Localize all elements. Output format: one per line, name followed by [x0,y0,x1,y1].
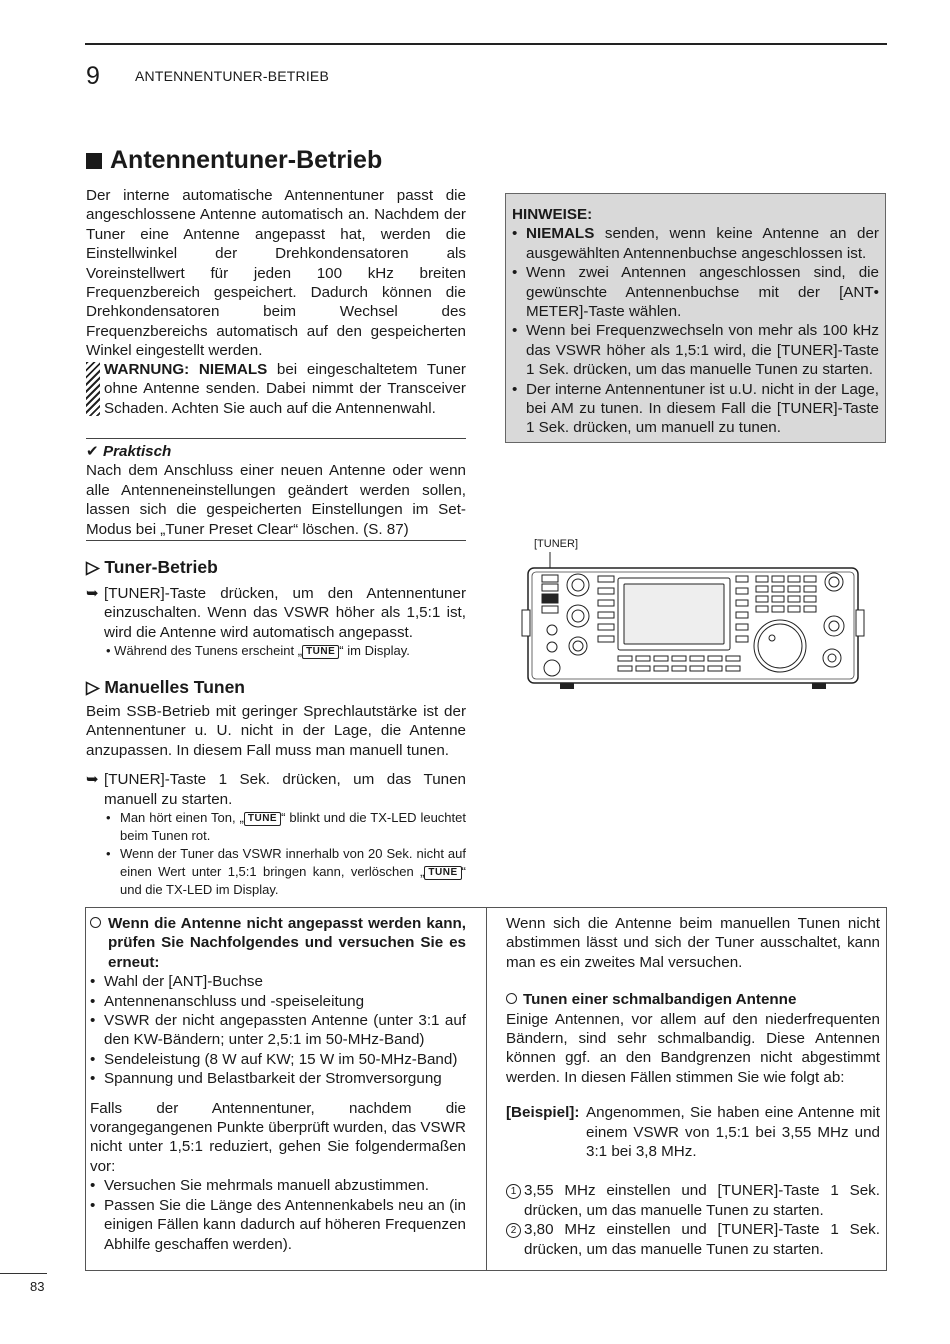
diamond-icon: ▷ [86,677,105,697]
chapter-title: ANTENNENTUNER-BETRIEB [135,68,329,84]
check-icon: ✔ [86,443,103,460]
header-rule [85,43,887,45]
ring-bullet-icon [506,993,517,1004]
manuelles-tunen-title: Manuelles Tunen [104,677,245,697]
page-number-rule [0,1273,47,1274]
praktisch-rule-top [86,438,466,439]
manuelles-tunen-section [86,677,466,899]
example-text: Angenommen, Sie haben eine Antenne mit einem VSWR von 1,5:1 bei 3,55 MHz und 3:1 bei 3,8 MHz. [586,1104,880,1161]
step-number-icon: 1 [506,1184,521,1199]
hinweise-box [505,193,886,443]
action-item: • Versuchen Sie mehrmals manuell abzustimmen. [90,1177,429,1195]
warning-label: WARNUNG: NIEMALS [104,361,268,378]
hinweise-title: HINWEISE: [512,206,593,223]
warning-stripes-icon [86,362,100,416]
warning-text: bei eingeschaltetem Tuner ohne Antenne senden. Dabei nimmt der Transceiver Schaden. Achten Sie auch auf die Antennenwahl. [104,361,466,417]
figure-label: [TUNER] [534,538,578,550]
step-item: 2 3,80 MHz einstellen und [TUNER]-Taste 1 Sek. drücken, um das manuelle Tunen zu starten. [506,1220,880,1259]
transceiver-illustration [520,550,865,695]
check-item: • VSWR der nicht angepassten Antenne (unter 3:1 auf den KW-Bändern; unter 2,5:1 im 50-MHz-Band) [90,1012,466,1049]
box-right-paragraph-1: Wenn sich die Antenne beim manuellen Tunen nicht abstimmen lässt und sich der Tuner ausschaltet, kann man es ein zweites Mal versuchen. [506,915,880,971]
step-number-icon: 2 [506,1223,521,1238]
bottom-box-divider [486,907,487,1271]
tuner-betrieb-step: ➥ [TUNER]-Taste drücken, um den Antennentuner einzuschalten. Wenn das VSWR höher als 1,5:1 ist, wird die Antenne wird automatisch angepasst. [86,585,466,641]
praktisch-title: Praktisch [102,443,172,460]
box-right-column [506,914,880,1259]
intro-paragraph: Der interne automatische Antennentuner passt die angeschlossene Antenne automatisch an. Nachdem der Tuner eine Antenne angepasst hat, werden die Einstellwinkel der Drehkondensatoren als Voreinstellwert für jeden 100 kHz breiten Frequenzbereich gespeichert. Dadurch können die Drehkondensatoren beim Wechsel des Frequenzbereichs automatisch auf den gespeicherten Winkel eingestellt werden. [86,187,466,360]
praktisch-rule-bottom [86,540,466,541]
praktisch-block [86,442,466,539]
hinweise-item: • Wenn zwei Antennen angeschlossen sind, die gewünschte Antennenbuchse mit der [ANT• METER]-Taste wählen. [512,264,879,321]
tune-indicator-icon: TUNE [302,645,339,659]
check-item: • Spannung und Belastbarkeit der Stromversorgung [90,1070,442,1088]
manuelles-tunen-note-2: • Wenn der Tuner das VSWR innerhalb von 20 Sek. nicht auf einen Wert unter 1,5:1 bringen kann, verlöschen „ TUNE “ und die TX-LED im Display. [106,846,466,898]
warning-block [86,360,466,418]
section-title: Antennentuner-Betrieb [86,146,382,175]
step-item: 1 3,55 MHz einstellen und [TUNER]-Taste 1 Sek. drücken, um das manuelle Tunen zu starten. [506,1181,880,1220]
example-label: [Beispiel]: [506,1104,580,1122]
arrow-right-icon: ➥ [86,771,99,789]
action-item: • Passen Sie die Länge des Antennenkabels neu an (in einigen Fällen kann dadurch auf höheren Frequenzen Abhilfe geschaffen werden). [90,1196,466,1253]
tuner-betrieb-note: • Während des Tunens erscheint „ TUNE “ im Display. [106,643,410,659]
check-item: • Antennenanschluss und -speiseleitung [90,992,365,1010]
tune-indicator-icon: TUNE [244,812,281,826]
box-right-heading: Tunen einer schmalbandigen Antenne [523,991,797,1009]
check-item: • Sendeleistung (8 W auf KW; 15 W im 50-MHz-Band) [90,1050,458,1068]
tuner-betrieb-title: Tuner-Betrieb [104,557,218,577]
page-number: 83 [30,1279,45,1294]
box-left-paragraph: Falls der Antennentuner, nachdem die vorangegangenen Punkte überprüft wurden, das VSWR nicht unter 1,5:1 reduziert, gehen Sie folgendermaßen vor: [90,1099,466,1175]
manuelles-tunen-note-1: • Man hört einen Ton, „ TUNE “ blinkt und die TX-LED leuchtet beim Tunen rot. [106,810,466,844]
diamond-icon: ▷ [86,557,105,577]
manuelles-tunen-intro: Beim SSB-Betrieb mit geringer Sprechlautstärke ist der Antennentuner u. U. nicht in der Lage, die Antenne anzupassen. In diesem Fall muss man manuell tunen. [86,703,466,759]
box-left-column [90,914,466,1254]
chapter-number: 9 [86,62,100,90]
box-left-heading: Wenn die Antenne nicht angepasst werden kann, prüfen Sie Nachfolgendes und versuchen Sie es erneut: [108,915,466,971]
box-right-paragraph-2: Einige Antennen, vor allem auf den niederfrequenten Bändern, sind sehr schmalbandig. Diese Antennen können ggf. an den Bandgrenzen nicht abgestimmt werden. In diesen Fällen stimmen Sie wie folgt ab: [506,1010,880,1086]
manuelles-tunen-step: ➥ [TUNER]-Taste 1 Sek. drücken, um das Tunen manuell zu starten. [86,771,466,808]
ring-bullet-icon [90,917,101,928]
praktisch-text: Nach dem Anschluss einer neuen Antenne oder wenn alle Antenneneinstellungen geändert werden sollen, lassen sich die gespeicherten Einstellungen im Set-Modus bei „Tuner Preset Clear“ löschen. (S. 87) [86,462,466,538]
tune-indicator-icon: TUNE [424,866,461,880]
tuner-betrieb-section [86,557,466,660]
check-item: • Wahl der [ANT]-Buchse [90,973,263,991]
hinweise-item: • NIEMALS senden, wenn keine Antenne an der ausgewählten Antennenbuchse angeschlossen ist. [512,225,879,262]
square-bullet-icon [86,153,102,169]
example-block [506,1103,880,1161]
hinweise-item: • Wenn bei Frequenzwechseln von mehr als 100 kHz das VSWR höher als 1,5:1 wird, die [TUNER]-Taste 1 Sek. drücken, um das manuelle Tunen zu starten. [512,322,879,379]
hinweise-item: • Der interne Antennentuner ist u.U. nicht in der Lage, bei AM zu tunen. In diesem Fall die [TUNER]-Taste 1 Sek. drücken, um manuell zu tunen. [512,380,879,437]
arrow-right-icon: ➥ [86,585,99,602]
